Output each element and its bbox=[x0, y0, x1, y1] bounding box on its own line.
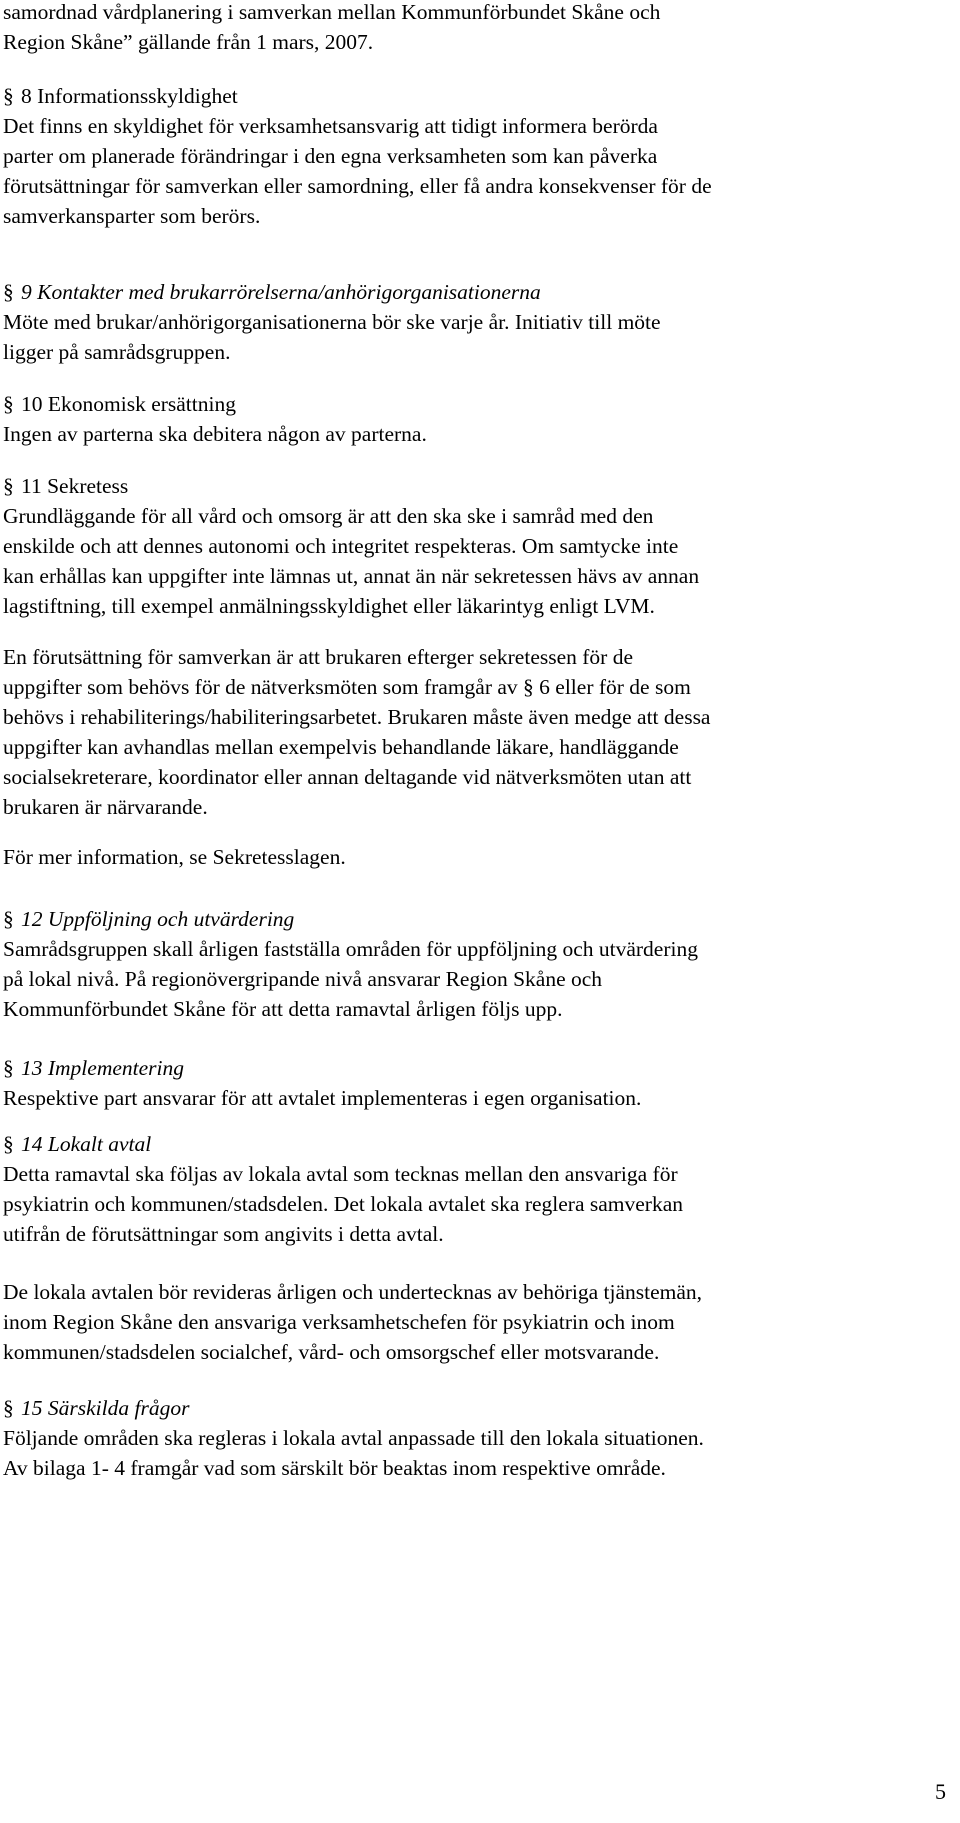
body-text-line: Samrådsgruppen skall årligen fastställa områden för uppföljning och utvärdering bbox=[3, 937, 698, 961]
body-text-line: En förutsättning för samverkan är att brukaren efterger sekretessen för de bbox=[3, 645, 634, 669]
body-text-line: på lokal nivå. På regionövergripande nivå ansvarar Region Skåne och bbox=[3, 967, 603, 991]
body-text-line: Av bilaga 1- 4 framgår vad som särskilt bör beaktas inom respektive område. bbox=[3, 1456, 666, 1480]
section-heading bbox=[3, 471, 948, 501]
section-heading-text: 11 Sekretess bbox=[21, 474, 129, 498]
section-s11 bbox=[3, 471, 948, 621]
section-heading bbox=[3, 1393, 948, 1423]
body-text-line: kommunen/stadsdelen socialchef, vård- och omsorgschef eller motsvarande. bbox=[3, 1340, 660, 1364]
body-text-line: samordnad vårdplanering i samverkan mellan Kommunförbundet Skåne och bbox=[3, 0, 661, 24]
paragraph-sign: § bbox=[3, 907, 14, 931]
paragraph-sign: § bbox=[3, 1056, 14, 1080]
section-s13 bbox=[3, 1053, 948, 1113]
section-heading bbox=[3, 1053, 948, 1083]
body-text-line: Respektive part ansvarar för att avtalet implementeras i egen organisation. bbox=[3, 1086, 642, 1110]
body-text-line: Följande områden ska regleras i lokala avtal anpassade till den lokala situationen. bbox=[3, 1426, 704, 1450]
section-heading-text: 14 Lokalt avtal bbox=[21, 1132, 152, 1156]
body-text-line: lagstiftning, till exempel anmälningsskyldighet eller läkarintyg enligt LVM. bbox=[3, 594, 655, 618]
section-s8 bbox=[3, 81, 948, 231]
body-text-line: brukaren är närvarande. bbox=[3, 795, 208, 819]
body-text-line: behövs i rehabiliterings/habiliteringsarbetet. Brukaren måste även medge att dessa bbox=[3, 705, 711, 729]
section-heading bbox=[3, 277, 948, 307]
body-text-line: inom Region Skåne den ansvariga verksamhetschefen för psykiatrin och inom bbox=[3, 1310, 675, 1334]
body-text-line: För mer information, se Sekretesslagen. bbox=[3, 845, 346, 869]
section-heading bbox=[3, 904, 948, 934]
section-s15 bbox=[3, 1393, 948, 1483]
body-text-line: parter om planerade förändringar i den egna verksamheten som kan påverka bbox=[3, 144, 658, 168]
body-text-line: socialsekreterare, koordinator eller annan deltagande vid nätverksmöten utan att bbox=[3, 765, 692, 789]
body-text-line: Ingen av parterna ska debitera någon av parterna. bbox=[3, 422, 427, 446]
body-text-line: ligger på samrådsgruppen. bbox=[3, 340, 231, 364]
page-number: 5 bbox=[935, 1779, 946, 1804]
body-text-line: kan erhållas kan uppgifter inte lämnas ut, annat än när sekretessen hävs av annan bbox=[3, 564, 700, 588]
body-text-line: Detta ramavtal ska följas av lokala avtal som tecknas mellan den ansvariga för bbox=[3, 1162, 678, 1186]
body-text-line: De lokala avtalen bör revideras årligen och undertecknas av behöriga tjänstemän, bbox=[3, 1280, 703, 1304]
body-text-line: Det finns en skyldighet för verksamhetsansvarig att tidigt informera berörda bbox=[3, 114, 658, 138]
section-heading bbox=[3, 1129, 948, 1159]
section-heading-text: 12 Uppföljning och utvärdering bbox=[21, 907, 295, 931]
body-text-line: enskilde och att dennes autonomi och integritet respekteras. Om samtycke inte bbox=[3, 534, 679, 558]
section-heading-text: 9 Kontakter med brukarrörelserna/anhörigorganisationerna bbox=[21, 280, 541, 304]
section-s14 bbox=[3, 1129, 948, 1249]
body-text-line: Kommunförbundet Skåne för att detta ramavtal årligen följs upp. bbox=[3, 997, 563, 1021]
paragraph-sign: § bbox=[3, 280, 14, 304]
paragraph-sign: § bbox=[3, 1132, 14, 1156]
section-s9 bbox=[3, 277, 948, 367]
section-heading bbox=[3, 389, 948, 419]
paragraph-sign: § bbox=[3, 1396, 14, 1420]
section-heading-text: 10 Ekonomisk ersättning bbox=[21, 392, 236, 416]
section-s14b bbox=[3, 1277, 948, 1367]
body-text-line: Region Skåne” gällande från 1 mars, 2007. bbox=[3, 30, 374, 54]
section-s10 bbox=[3, 389, 948, 449]
section-heading-text: 15 Särskilda frågor bbox=[21, 1396, 190, 1420]
paragraph-sign: § bbox=[3, 84, 14, 108]
section-s12 bbox=[3, 904, 948, 1024]
body-text-line: Möte med brukar/anhörigorganisationerna bör ske varje år. Initiativ till möte bbox=[3, 310, 661, 334]
body-text-line: förutsättningar för samverkan eller samordning, eller få andra konsekvenser för de bbox=[3, 174, 712, 198]
paragraph-sign: § bbox=[3, 392, 14, 416]
section-s11c bbox=[3, 842, 948, 872]
body-text-line: psykiatrin och kommunen/stadsdelen. Det lokala avtalet ska reglera samverkan bbox=[3, 1192, 684, 1216]
section-intro bbox=[3, 0, 948, 57]
body-text-line: uppgifter som behövs för de nätverksmöten som framgår av § 6 eller för de som bbox=[3, 675, 691, 699]
section-s11b bbox=[3, 642, 948, 822]
body-text-line: samverkansparter som berörs. bbox=[3, 204, 261, 228]
section-heading-text: 8 Informationsskyldighet bbox=[21, 84, 238, 108]
body-text-line: uppgifter kan avhandlas mellan exempelvis behandlande läkare, handläggande bbox=[3, 735, 679, 759]
body-text-line: Grundläggande för all vård och omsorg är att den ska ske i samråd med den bbox=[3, 504, 654, 528]
paragraph-sign: § bbox=[3, 474, 14, 498]
body-text-line: utifrån de förutsättningar som angivits i detta avtal. bbox=[3, 1222, 444, 1246]
section-heading bbox=[3, 81, 948, 111]
section-heading-text: 13 Implementering bbox=[21, 1056, 185, 1080]
